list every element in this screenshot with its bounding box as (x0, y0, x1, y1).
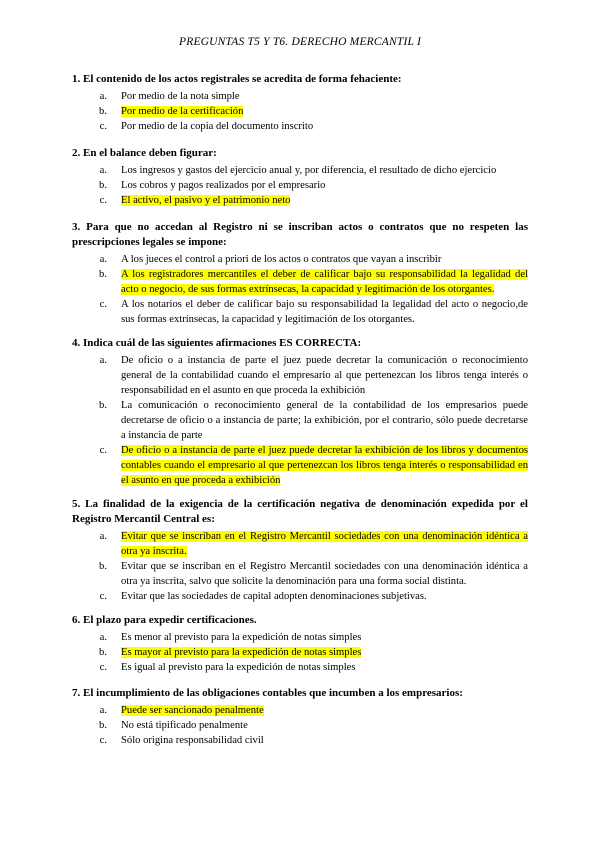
option-letter: c. (99, 662, 107, 673)
option-b (72, 559, 528, 589)
option-letter: c. (99, 121, 107, 132)
options-list (72, 630, 528, 675)
option-c (72, 733, 528, 748)
question-4 (72, 336, 528, 488)
option-a (72, 703, 528, 718)
option-text: Sólo origina responsabilidad civil (121, 735, 264, 746)
option-letter: b. (99, 647, 107, 658)
question-title: 5. La finalidad de la exigencia de la certificación negativa de denominación expedida por el Registro Mercantil Central es: (72, 498, 528, 525)
question-6 (72, 613, 528, 675)
question-3 (72, 220, 528, 327)
options-list (72, 353, 528, 488)
option-text: A los notarios el deber de calificar bajo su responsabilidad la legalidad del acto o negocio,de sus formas extrínsecas, la capacidad y legitimación de los otorgantes. (121, 299, 528, 325)
option-letter: a. (99, 632, 107, 643)
question-5 (72, 497, 528, 604)
option-text: No está tipificado penalmente (121, 720, 248, 731)
question-7 (72, 686, 528, 748)
question-title: 2. En el balance deben figurar: (72, 147, 217, 159)
option-letter: b. (99, 561, 107, 572)
option-c (72, 297, 528, 327)
option-letter: a. (99, 531, 107, 542)
option-letter: a. (99, 705, 107, 716)
option-text-highlighted: Por medio de la certificación (121, 106, 244, 117)
option-a (72, 529, 528, 559)
option-text-highlighted: A los registradores mercantiles el deber de calificar bajo su responsabilidad la legalidad del acto o negocio, de sus formas extrínsecas, la capacidad y legitimación de los otorgantes. (121, 269, 528, 295)
question-title: 3. Para que no accedan al Registro ni se inscriban actos o contratos que no respeten las prescripciones legales se impone: (72, 221, 528, 248)
option-letter: b. (99, 106, 107, 117)
option-text: La comunicación o reconocimiento general de la contabilidad de los empresarios puede decretarse de oficio o a instancia de parte; la exhibición, por el contrario, sólo puede decretarse a instancia de parte (121, 400, 528, 441)
option-text: Evitar que se inscriban en el Registro Mercantil sociedades con una denominación idéntica a otra ya inscrita, salvo que solicite la denominación para una forma social distinta. (121, 561, 528, 587)
option-text-highlighted: De oficio o a instancia de parte el juez puede decretar la exhibición de los libros y documentos contables cuando el empresario al que pertenezcan los libros tenga interés o responsabilidad en el asunto en que proceda a exhibición (121, 445, 528, 486)
option-text-highlighted: Puede ser sancionado penalmente (121, 705, 264, 716)
option-c (72, 193, 528, 208)
option-text: Por medio de la nota simple (121, 91, 240, 102)
option-b (72, 645, 528, 660)
option-text: Por medio de la copia del documento inscrito (121, 121, 314, 132)
option-text: De oficio o a instancia de parte el juez puede decretar la comunicación o reconocimiento general de la contabilidad cuando el empresario al que pertenezcan los libros tenga interés o responsabilidad en el asunto en que proceda la exhibición (121, 355, 528, 396)
question-title: 7. El incumplimiento de las obligaciones contables que incumben a los empresarios: (72, 687, 463, 699)
question-1 (72, 72, 528, 134)
option-letter: a. (99, 254, 107, 265)
option-a (72, 630, 528, 645)
option-b (72, 398, 528, 443)
option-a (72, 163, 528, 178)
option-b (72, 267, 528, 297)
option-text-highlighted: Es mayor al previsto para la expedición de notas simples (121, 647, 362, 658)
option-letter: b. (99, 720, 107, 731)
option-letter: b. (99, 269, 107, 280)
option-letter: c. (99, 299, 107, 310)
question-title: 4. Indica cuál de las siguientes afirmaciones ES CORRECTA: (72, 337, 362, 349)
option-letter: c. (99, 591, 107, 602)
question-title: 1. El contenido de los actos registrales se acredita de forma fehaciente: (72, 73, 402, 85)
question-title: 6. El plazo para expedir certificaciones. (72, 614, 257, 626)
option-letter: b. (99, 180, 107, 191)
option-c (72, 660, 528, 675)
option-b (72, 104, 528, 119)
options-list (72, 252, 528, 327)
option-text-highlighted: El activo, el pasivo y el patrimonio neto (121, 195, 291, 206)
options-list (72, 529, 528, 604)
option-text: A los jueces el control a priori de los actos o contratos que vayan a inscribir (121, 254, 442, 265)
option-c (72, 589, 528, 604)
option-text: Evitar que las sociedades de capital adopten denominaciones subjetivas. (121, 591, 427, 602)
option-b (72, 178, 528, 193)
option-text-highlighted: Evitar que se inscriban en el Registro Mercantil sociedades con una denominación idéntica a otra ya inscrita. (121, 531, 528, 557)
option-text: Los cobros y pagos realizados por el empresario (121, 180, 326, 191)
option-text: Es menor al previsto para la expedición de notas simples (121, 632, 362, 643)
option-letter: c. (99, 445, 107, 456)
option-b (72, 718, 528, 733)
option-a (72, 252, 528, 267)
option-text: Los ingresos y gastos del ejercicio anual y, por diferencia, el resultado de dicho ejercicio (121, 165, 497, 176)
option-letter: c. (99, 735, 107, 746)
option-c (72, 443, 528, 488)
option-letter: a. (99, 355, 107, 366)
option-text: Es igual al previsto para la expedición de notas simples (121, 662, 356, 673)
options-list (72, 163, 528, 208)
option-letter: c. (99, 195, 107, 206)
option-letter: a. (99, 165, 107, 176)
option-a (72, 89, 528, 104)
option-a (72, 353, 528, 398)
option-c (72, 119, 528, 134)
option-letter: a. (99, 91, 107, 102)
option-letter: b. (99, 400, 107, 411)
document-title: PREGUNTAS T5 Y T6. DERECHO MERCANTIL I (179, 36, 421, 48)
options-list (72, 89, 528, 134)
question-2 (72, 146, 528, 208)
options-list (72, 703, 528, 748)
